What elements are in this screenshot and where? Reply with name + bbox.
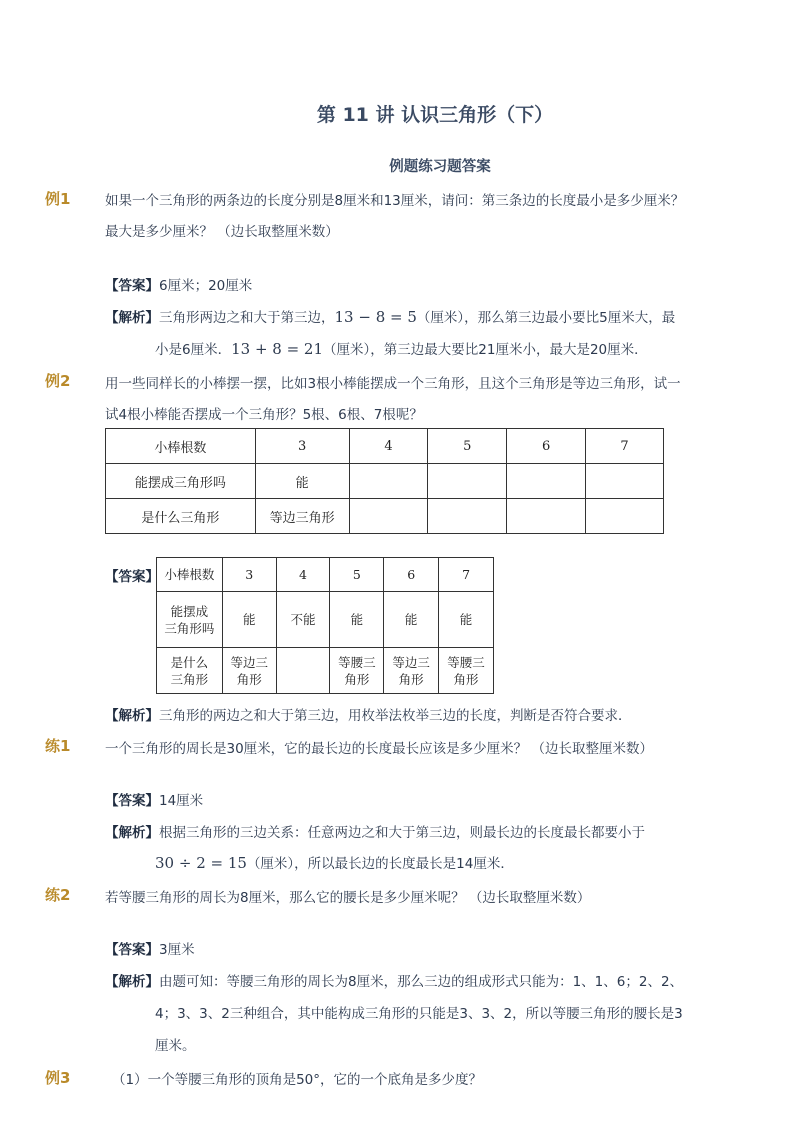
analysis-text: （厘米），第三边最大要比21厘米小，最大是20厘米． <box>323 342 648 358</box>
formula: 30 ÷ 2 = 15 <box>155 854 247 872</box>
practice-1-answer <box>105 789 203 809</box>
practice-1-label: 练1 <box>45 737 71 755</box>
analysis-tag: 【解析】 <box>105 708 159 724</box>
practice-2-analysis-line3: 厘米。 <box>155 1038 196 1054</box>
table-cell: 等边三 角形 <box>222 648 276 694</box>
table-cell: 能 <box>255 464 349 499</box>
analysis-text: 小是6厘米． <box>155 342 232 358</box>
analysis-tag: 【解析】 <box>105 825 159 841</box>
practice-1-analysis-line1 <box>105 821 645 841</box>
table-cell: 7 <box>586 429 664 464</box>
table-cell <box>349 464 428 499</box>
table-cell: 等腰三 角形 <box>330 648 384 694</box>
example-2-text-line1: 用一些同样长的小棒摆一摆，比如3根小棒能摆成一个三角形，且这个三角形是等边三角形，试一 <box>105 376 681 392</box>
table-cell: 3 <box>222 558 276 592</box>
example-1-label: 例1 <box>45 190 71 208</box>
example-1-answer <box>105 274 252 294</box>
table-cell: 4 <box>349 429 428 464</box>
table-row <box>157 558 494 592</box>
table-cell: 小棒根数 <box>157 558 223 592</box>
answer-tag: 【答案】 <box>105 793 159 809</box>
table-cell: 4 <box>276 558 330 592</box>
analysis-text: 由题可知：等腰三角形的周长为8厘米，那么三边的组成形式只能为：1、1、6；2、2、 <box>159 974 684 990</box>
table-cell: 能 <box>222 592 276 648</box>
table-cell <box>586 464 664 499</box>
table-cell: 是什么 三角形 <box>157 648 223 694</box>
table-row <box>106 429 664 464</box>
example-1-analysis-line1 <box>105 306 675 326</box>
table-cell <box>586 499 664 534</box>
table-cell: 3 <box>255 429 349 464</box>
analysis-text: （厘米），那么第三边最小要比5厘米大，最 <box>416 310 676 326</box>
table-cell: 能 <box>330 592 384 648</box>
table-row <box>106 499 664 534</box>
example-3-label: 例3 <box>45 1069 71 1087</box>
table-cell <box>428 499 507 534</box>
analysis-tag: 【解析】 <box>105 974 159 990</box>
analysis-tag: 【解析】 <box>105 310 159 326</box>
example-2-answer <box>105 565 159 585</box>
analysis-text: 三角形的两边之和大于第三边，用枚举法枚举三边的长度，判断是否符合要求． <box>159 708 632 724</box>
table-cell: 7 <box>439 558 494 592</box>
analysis-text: 三角形两边之和大于第三边， <box>159 310 335 326</box>
table-cell: 不能 <box>276 592 330 648</box>
practice-2-answer <box>105 938 195 958</box>
table-row <box>106 464 664 499</box>
table-cell: 能 <box>439 592 494 648</box>
table-cell: 能摆成 三角形吗 <box>157 592 223 648</box>
section-subtitle: 例题练习题答案 <box>389 159 491 175</box>
example-1-text-line1: 如果一个三角形的两条边的长度分别是8厘米和13厘米，请问：第三条边的长度最小是多少厘米？ <box>105 193 685 209</box>
table-cell <box>507 499 586 534</box>
example-1-analysis-line2 <box>155 338 648 358</box>
table-cell: 6 <box>384 558 439 592</box>
formula: 13 − 8 = 5 <box>334 308 417 326</box>
table-cell <box>507 464 586 499</box>
page-title: 第 11 讲 认识三角形（下） <box>316 104 554 126</box>
table-cell <box>428 464 507 499</box>
example-3-text: （1）一个等腰三角形的顶角是50°，它的一个底角是多少度？ <box>112 1072 483 1088</box>
table-cell: 等边三角形 <box>255 499 349 534</box>
example-2-label: 例2 <box>45 372 71 390</box>
example-1-text-line2: 最大是多少厘米？ （边长取整厘米数） <box>105 224 339 240</box>
example-2-analysis <box>105 704 632 724</box>
practice-1-text: 一个三角形的周长是30厘米，它的最长边的长度最长应该是多少厘米？ （边长取整厘米数） <box>105 741 653 757</box>
table-cell <box>276 648 330 694</box>
example-2-text-line2: 试4根小棒能否摆成一个三角形？5根、6根、7根呢？ <box>105 407 423 423</box>
table-cell: 5 <box>330 558 384 592</box>
table-cell: 能 <box>384 592 439 648</box>
table-cell: 6 <box>507 429 586 464</box>
table-cell: 5 <box>428 429 507 464</box>
answer-text: 14厘米 <box>159 793 204 809</box>
practice-2-text: 若等腰三角形的周长为8厘米，那么它的腰长是多少厘米呢？ （边长取整厘米数） <box>105 890 591 906</box>
answer-tag: 【答案】 <box>105 569 159 585</box>
practice-2-analysis-line2: 4；3、3、2三种组合，其中能构成三角形的只能是3、3、2，所以等腰三角形的腰长是3 <box>155 1006 683 1022</box>
table-row <box>157 648 494 694</box>
answer-text: 3厘米 <box>159 942 195 958</box>
table-cell: 能摆成三角形吗 <box>106 464 256 499</box>
question-table <box>105 428 664 534</box>
table-cell: 是什么三角形 <box>106 499 256 534</box>
answer-tag: 【答案】 <box>105 278 159 294</box>
practice-2-label: 练2 <box>45 886 71 904</box>
table-cell: 等腰三 角形 <box>439 648 494 694</box>
answer-text: 6厘米；20厘米 <box>159 278 253 294</box>
table-cell: 等边三 角形 <box>384 648 439 694</box>
answer-table <box>156 557 494 694</box>
answer-tag: 【答案】 <box>105 942 159 958</box>
practice-2-analysis-line1 <box>105 970 683 990</box>
practice-1-analysis-line2 <box>155 852 514 872</box>
analysis-text: 根据三角形的三边关系：任意两边之和大于第三边，则最长边的长度最长都要小于 <box>159 825 645 841</box>
formula: 13 + 8 = 21 <box>231 340 324 358</box>
analysis-text: （厘米），所以最长边的长度最长是14厘米． <box>246 856 514 872</box>
table-cell <box>349 499 428 534</box>
table-cell: 小棒根数 <box>106 429 256 464</box>
table-row <box>157 592 494 648</box>
